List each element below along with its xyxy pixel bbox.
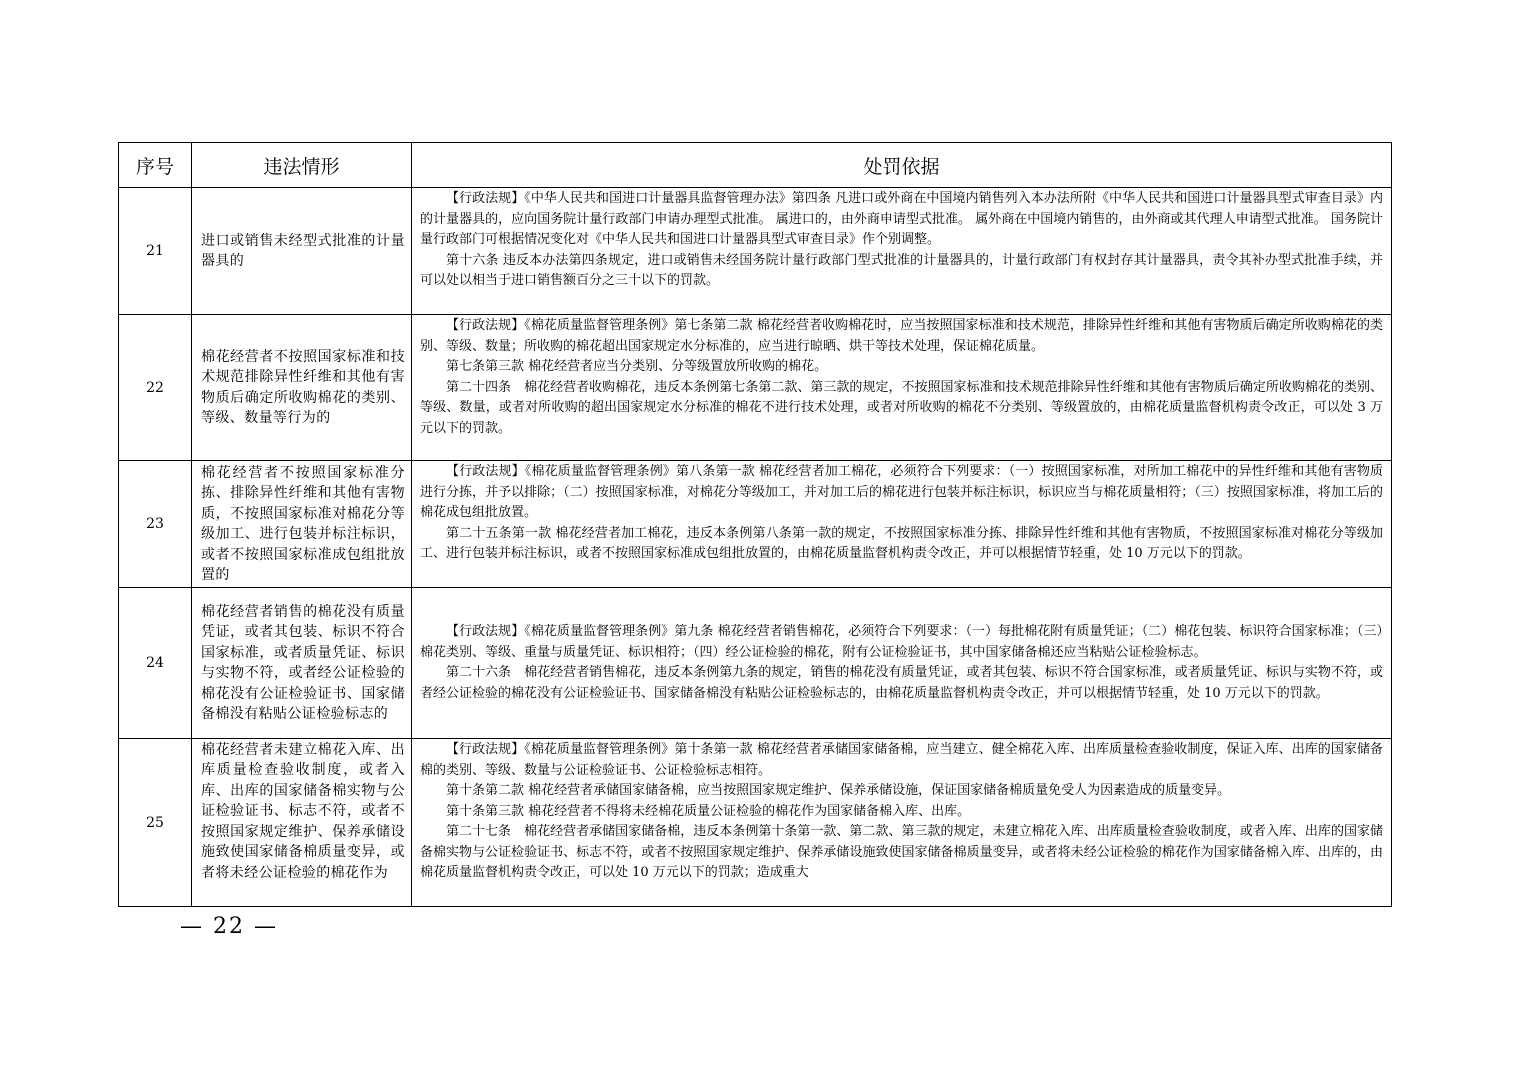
basis-paragraph: 第十六条 违反本办法第四条规定，进口或销售未经国务院计量行政部门型式批准的计量器具的，计量行政部门有权封存其计量器具，责令其补办型式批准手续，并可以处以相当于进口销售额百分之三十以下的罚款。 [420,252,1383,288]
table-row [119,739,1392,907]
basis-paragraph: 【行政法规】《中华人民共和国进口计量器具监督管理办法》第四条 凡进口或外商在中国境内销售列入本办法所附《中华人民共和国进口计量器具型式审查目录》内的计量器具的，应向国务院计量行政部门申请办理型式批准。 属进口的，由外商申请型式批准。 属外商在中国境内销售的，由外商或其代理人申请型式批准。 国务院计量行政部门可根据情况变化对《中华人民共和国进口计量器具型式审查目录》作个别调整。 [420,191,1383,247]
penalty-table [118,142,1392,907]
violation-situation: 进口或销售未经型式批准的计量器具的 [192,188,412,315]
table-row [119,461,1392,588]
table-row [119,588,1392,739]
basis-paragraph: 【行政法规】《棉花质量监督管理条例》第八条第一款 棉花经营者加工棉花，必须符合下列要求：（一）按照国家标准，对所加工棉花中的异性纤维和其他有害物质进行分拣，并予以排除；（二）按照国家标准，对棉花分等级加工，并对加工后的棉花进行包装并标注标识，标识应当与棉花质量相符；（三）按照国家标准，将加工后的棉花成包组批放置。 [420,464,1383,520]
table-row [119,315,1392,461]
penalty-basis [412,588,1392,739]
penalty-basis [412,461,1392,588]
basis-paragraph: 第十条第三款 棉花经营者不得将未经棉花质量公证检验的棉花作为国家储备棉入库、出库。 [446,803,971,819]
basis-paragraph: 第十条第二款 棉花经营者承储国家储备棉，应当按照国家规定维护、保养承储设施，保证国家储备棉质量免受人为因素造成的质量变异。 [446,783,1231,798]
basis-paragraph: 第七条第三款 棉花经营者应当分类别、分等级置放所收购的棉花。 [446,359,828,374]
basis-clip [420,740,1383,906]
row-number: 22 [119,315,192,461]
basis-paragraph: 【行政法规】《棉花质量监督管理条例》第九条 棉花经营者销售棉花，必须符合下列要求：（一）每批棉花附有质量凭证；（二）棉花包装、标识符合国家标准；（三）棉花类别、等级、重量与质量凭证、标识相符；（四）经公证检验的棉花，附有公证检验证书，其中国家储备棉还应当粘贴公证检验标志。 [420,624,1383,660]
table-header-row [119,143,1392,188]
basis-paragraph: 【行政法规】《棉花质量监督管理条例》第十条第一款 棉花经营者承储国家储备棉，应当建立、健全棉花入库、出库质量检查验收制度，保证入库、出库的国家储备棉的类别、等级、数量与公证检验证书、公证检验标志相符。 [420,742,1383,778]
page-number: — 22 — [180,914,278,939]
row-number: 21 [119,188,192,315]
table-row [119,188,1392,315]
basis-paragraph: 第二十四条 棉花经营者收购棉花，违反本条例第七条第二款、第三款的规定，不按照国家标准和技术规范排除异性纤维和其他有害物质后确定所收购棉花的类别、等级、数量，或者对所收购的超出国家规定水分标准的棉花不进行技术处理，或者对所收购的棉花不分类别、等级置放的，由棉花质量监督机构责令改正，可以处 3 万元以下的罚款。 [420,379,1383,436]
header-situation: 违法情形 [192,143,412,188]
violation-situation: 棉花经营者销售的棉花没有质量凭证，或者其包装、标识不符合国家标准，或者质量凭证、标识与实物不符，或者经公证检验的棉花没有公证检验证书、国家储备棉没有粘贴公证检验标志的 [192,588,412,739]
situation-clip: 棉花经营者未建立棉花入库、出库质量检查验收制度，或者入库、出库的国家储备棉实物与公证检验证书、标志不符，或者不按照国家规定维护、保养承储设施致使国家储备棉质量变异，或者将未经公证检验的棉花作为 [201,741,405,881]
violation-situation: 棉花经营者不按照国家标准分拣、排除异性纤维和其他有害物质，不按照国家标准对棉花分等级加工、进行包装并标注标识，或者不按照国家标准成包组批放置的 [192,461,412,588]
row-number: 23 [119,461,192,588]
penalty-basis [412,315,1392,461]
basis-paragraph: 第二十五条第一款 棉花经营者加工棉花，违反本条例第八条第一款的规定，不按照国家标准分拣、排除异性纤维和其他有害物质，不按照国家标准对棉花分等级加工、进行包装并标注标识，或者不按照国家标准成包组批放置的，由棉花质量监督机构责令改正，并可以根据情节轻重，处 10 万元以下的罚款。 [420,525,1383,561]
basis-paragraph: 【行政法规】《棉花质量监督管理条例》第七条第二款 棉花经营者收购棉花时，应当按照国家标准和技术规范，排除异性纤维和其他有害物质后确定所收购棉花的类别、等级、数量；所收购的棉花超出国家规定水分标准的，应当进行晾晒、烘干等技术处理，保证棉花质量。 [420,318,1383,354]
header-basis: 处罚依据 [412,143,1392,188]
violation-situation [192,739,412,907]
header-num: 序号 [119,143,192,188]
basis-paragraph: 第二十六条 棉花经营者销售棉花，违反本条例第九条的规定，销售的棉花没有质量凭证，或者其包装、标识不符合国家标准，或者质量凭证、标识与实物不符，或者经公证检验的棉花没有公证检验证书、国家储备棉没有粘贴公证检验标志的，由棉花质量监督机构责令改正，并可以根据情节轻重，处 10 万元以下的罚款。 [420,665,1383,701]
row-number: 24 [119,588,192,739]
violation-situation: 棉花经营者不按照国家标准和技术规范排除异性纤维和其他有害物质后确定所收购棉花的类别、等级、数量等行为的 [192,315,412,461]
basis-paragraph: 第二十七条 棉花经营者承储国家储备棉，违反本条例第十条第一款、第二款、第三款的规定，未建立棉花入库、出库质量检查验收制度，或者入库、出库的国家储备棉实物与公证检验证书、标志不符，或者不按照国家规定维护、保养承储设施致使国家储备棉质量变异，或者将未经公证检验的棉花作为国家储备棉入库、出库的，由棉花质量监督机构责令改正，可以处 10 万元以下的罚款；造成重大 [420,824,1383,880]
penalty-basis [412,188,1392,315]
row-number: 25 [119,739,192,907]
penalty-basis [412,739,1392,907]
